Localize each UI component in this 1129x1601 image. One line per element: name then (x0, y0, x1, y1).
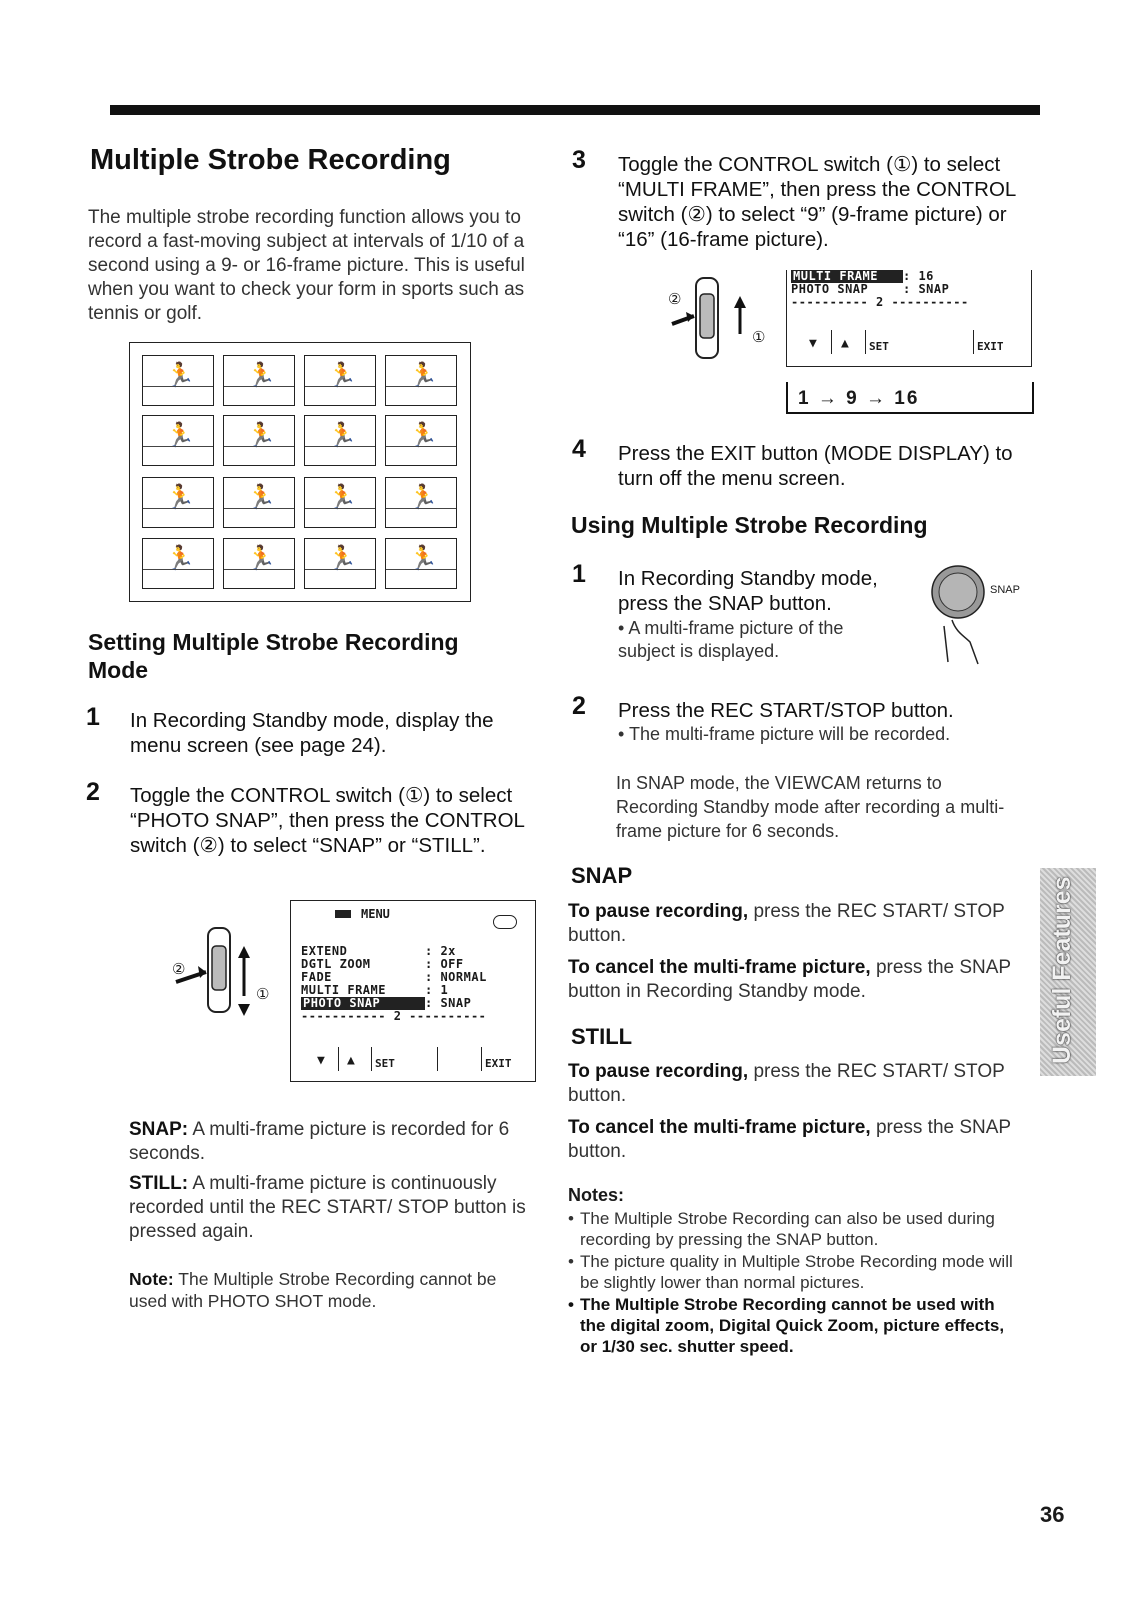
snap-mode-paragraph: In SNAP mode, the VIEWCAM returns to Recording Standby mode after recording a multi-frame picture for 6 seconds. (616, 773, 1005, 841)
step-number: 1 (572, 560, 586, 588)
step-text: In Recording Standby mode, display the menu screen (see page 24). (130, 709, 494, 757)
step-bullet: • The multi-frame picture will be recorded. (618, 724, 951, 744)
top-rule (110, 105, 1040, 115)
notes-heading: Notes: (568, 1185, 625, 1205)
frame-cell (304, 477, 376, 528)
note-item-bold: • The Multiple Strobe Recording cannot be used with the digital zoom, Digital Quick Zoom, picture effects, or 1/30 sec. shutter speed. (568, 1294, 1018, 1357)
setting-heading-line1: Setting Multiple Strobe Recording (88, 629, 459, 655)
tape-icon (335, 910, 351, 918)
switch-label-2: ② (668, 291, 682, 308)
player-figure-icon: 🏃 (327, 484, 357, 511)
player-figure-icon: 🏃 (408, 545, 438, 572)
switch-label-2: ② (172, 961, 186, 978)
still-definition: STILL: A multi-frame picture is continuously recorded until the REC START/ STOP button is pressed again. (129, 1173, 526, 1242)
side-tab-label: Useful Features (1048, 876, 1076, 1064)
intro-paragraph: The multiple strobe recording function allows you to record a fast-moving subject at intervals of 1/10 of a second using a 9- or 16-frame picture. This is useful when you want to check your form in sports such as tennis or golf. (88, 207, 525, 324)
notes-list (568, 1208, 1018, 1358)
exit-label: EXIT (977, 340, 1004, 353)
player-figure-icon: 🏃 (327, 422, 357, 449)
step-text: Toggle the CONTROL switch (①) to select “MULTI FRAME”, then press the CONTROL switch (②) to select “9” (9-frame picture) or “16” (16-frame picture). (618, 153, 1016, 251)
player-figure-icon: 🏃 (165, 422, 195, 449)
switch-label-1: ① (256, 986, 270, 1003)
player-figure-icon: 🏃 (246, 484, 276, 511)
step-number: 2 (86, 778, 100, 806)
still-pause-instruction: To pause recording, press the REC START/ STOP button. (568, 1061, 1005, 1106)
cassette-icon (493, 915, 517, 929)
side-tab (1040, 868, 1096, 1076)
player-figure-icon: 🏃 (165, 362, 195, 389)
step-text: In Recording Standby mode, press the SNAP button. (618, 567, 878, 615)
set-label: SET (869, 340, 889, 353)
page-number: 36 (1040, 1502, 1065, 1527)
menu-header: MENU (335, 907, 390, 921)
still-heading: STILL (571, 1024, 633, 1049)
cycle-text: 1 → 9 → 16 (798, 388, 920, 409)
frame-cell (223, 415, 295, 466)
menu-screen: MENU EXTEND : 2x DGTL ZOOM : OFF FADE : NORMAL MULTI FRAME : 1 PHOTO SNAP : SNAP ----------- 2 ---------- ▼ ▲ SET EXIT (290, 900, 536, 1082)
player-figure-icon: 🏃 (327, 362, 357, 389)
player-figure-icon: 🏃 (246, 422, 276, 449)
step-number: 3 (572, 146, 586, 174)
multi-frame-screen: MULTI FRAME : 16 PHOTO SNAP : SNAP ---------- 2 ---------- ▼ ▲ SET EXIT (786, 270, 1032, 367)
snap-button-illustration (930, 562, 992, 672)
player-figure-icon: 🏃 (165, 545, 195, 572)
player-figure-icon: 🏃 (246, 362, 276, 389)
frame-cell (304, 415, 376, 466)
menu-selected-item: MULTI FRAME (791, 270, 903, 283)
menu-selected-item: PHOTO SNAP (301, 997, 425, 1010)
note-item: • The picture quality in Multiple Strobe Recording mode will be slightly lower than normal pictures. (568, 1251, 1018, 1293)
player-figure-icon: 🏃 (408, 362, 438, 389)
frame-cell (385, 477, 457, 528)
frame-cell (223, 477, 295, 528)
multi-frame-illustration (129, 342, 471, 602)
snap-pause-instruction: To pause recording, press the REC START/ STOP button. (568, 901, 1005, 946)
frame-cell (142, 538, 214, 589)
frame-cell (385, 415, 457, 466)
control-switch-illustration (668, 272, 778, 362)
up-arrow-icon: ▲ (841, 336, 849, 351)
step-number: 4 (572, 435, 586, 463)
still-cancel-instruction: To cancel the multi-frame picture, press the SNAP button. (568, 1117, 1011, 1162)
step-text: Press the REC START/STOP button. (618, 699, 954, 722)
exit-label: EXIT (485, 1057, 512, 1070)
frame-cell (385, 538, 457, 589)
down-arrow-icon: ▼ (317, 1053, 325, 1068)
player-figure-icon: 🏃 (246, 545, 276, 572)
frame-cell (142, 355, 214, 406)
cycle-indicator (786, 382, 1034, 414)
frame-cell (304, 355, 376, 406)
set-label: SET (375, 1057, 395, 1070)
frame-cell (223, 538, 295, 589)
player-figure-icon: 🏃 (327, 545, 357, 572)
player-figure-icon: 🏃 (408, 422, 438, 449)
step-number: 2 (572, 692, 586, 720)
down-arrow-icon: ▼ (809, 336, 817, 351)
snap-button-label: SNAP (990, 584, 1020, 596)
player-figure-icon: 🏃 (165, 484, 195, 511)
step-bullet: • A multi-frame picture of the subject is displayed. (618, 618, 844, 661)
step-number: 1 (86, 703, 100, 731)
snap-cancel-instruction: To cancel the multi-frame picture, press the SNAP button in Recording Standby mode. (568, 957, 1011, 1002)
player-figure-icon: 🏃 (408, 484, 438, 511)
frame-cell (142, 415, 214, 466)
up-arrow-icon: ▲ (347, 1053, 355, 1068)
frame-cell (385, 355, 457, 406)
note: Note: The Multiple Strobe Recording cannot be used with PHOTO SHOT mode. (129, 1269, 497, 1311)
setting-heading (88, 628, 459, 684)
snap-heading: SNAP (571, 863, 633, 888)
frame-cell (223, 355, 295, 406)
step-text: Toggle the CONTROL switch (①) to select “PHOTO SNAP”, then press the CONTROL switch (②) to select “SNAP” or “STILL”. (130, 784, 525, 857)
menu-footer (291, 1043, 535, 1077)
menu-footer (787, 326, 1031, 362)
step-text: Press the EXIT button (MODE DISPLAY) to turn off the menu screen. (618, 442, 1013, 490)
note-item: • The Multiple Strobe Recording can also be used during recording by pressing the SNAP button. (568, 1208, 1018, 1250)
frame-cell (142, 477, 214, 528)
switch-label-1: ① (752, 329, 766, 346)
snap-definition: SNAP: A multi-frame picture is recorded for 6 seconds. (129, 1119, 510, 1164)
setting-heading-line2: Mode (88, 657, 149, 683)
frame-cell (304, 538, 376, 589)
using-heading: Using Multiple Strobe Recording (571, 512, 928, 538)
page-title: Multiple Strobe Recording (90, 144, 451, 176)
